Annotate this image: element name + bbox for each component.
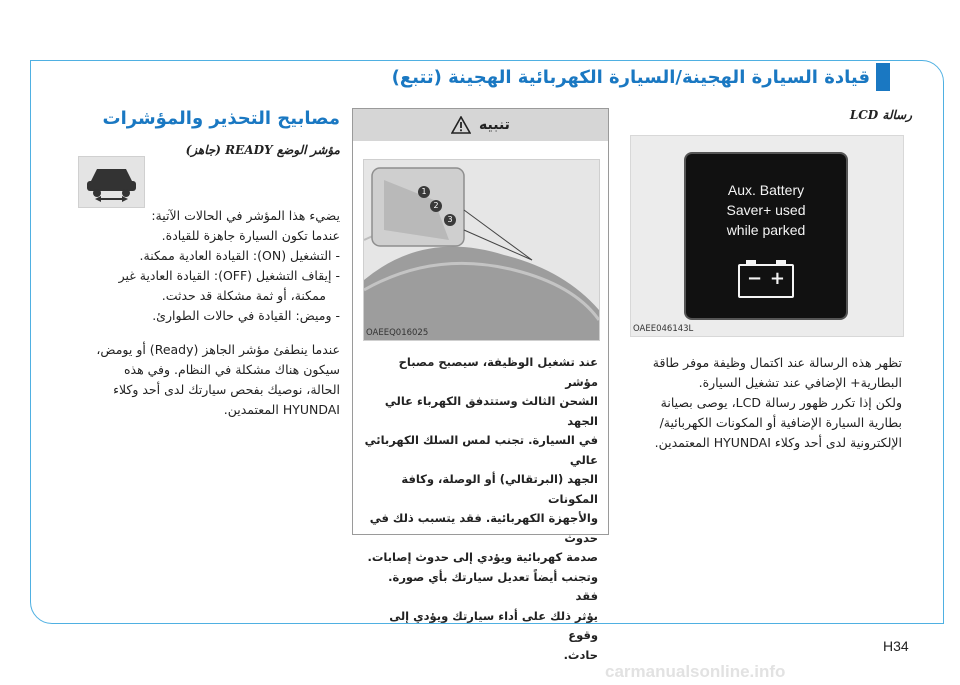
warnings-intro-line: يضيء هذا المؤشر في الحالات الآتية: xyxy=(151,208,340,223)
battery-icon xyxy=(738,264,794,298)
car-ready-icon xyxy=(79,157,144,207)
caution-box xyxy=(352,108,609,662)
warnings-paragraph-line: الحالة، نوصيك بفحص سيارتك لدى أحد وكلاء xyxy=(113,382,340,397)
lcd-subtitle: رسالة LCD xyxy=(849,108,912,122)
lcd-paragraph-line: الإلكترونية لدى أحد وكلاء HYUNDAI المعتمدين. xyxy=(654,435,902,450)
lcd-screen-line: Saver+ used xyxy=(726,202,806,218)
warnings-section xyxy=(70,108,340,157)
lcd-image xyxy=(630,135,904,337)
lcd-paragraph xyxy=(630,353,902,453)
caution-text xyxy=(363,353,598,665)
lcd-image-code: OAEE046143L xyxy=(633,324,694,334)
caution-title: تنبيه xyxy=(479,117,510,133)
caution-line: الجهد (البرتقالي) أو الوصلة، وكافة المكونات xyxy=(401,472,598,506)
warnings-bullet: - وميض: القيادة في حالات الطوارئ. xyxy=(152,308,340,323)
lcd-section xyxy=(622,108,912,136)
ready-indicator-title: مؤشر الوضع READY (جاهز) xyxy=(185,143,340,157)
warnings-intro-line: عندما تكون السيارة جاهزة للقيادة. xyxy=(161,228,340,243)
ready-indicator-icon-box xyxy=(78,156,145,208)
caution-line: وتجنب أيضاً تعديل سيارتك بأي صورة. فقد xyxy=(388,569,598,603)
callout-1: 1 xyxy=(418,186,430,198)
lcd-screen-line: while parked xyxy=(726,222,806,238)
warnings-paragraph-line: عندما ينطفئ مؤشر الجاهز (Ready) أو يومض، xyxy=(96,342,340,357)
lcd-paragraph-line: تظهر هذه الرسالة عند اكتمال وظيفة موفر طاقة xyxy=(652,355,902,370)
lcd-screen-line: Aux. Battery xyxy=(727,182,805,198)
caution-image-code: OAEEQ016025 xyxy=(366,328,429,338)
callout-2: 2 xyxy=(430,200,442,212)
warnings-bullet: - إيقاف التشغيل (OFF): القيادة العادية غير xyxy=(118,268,340,283)
lcd-screen xyxy=(686,154,846,318)
warnings-bullet: ممكنة، أو ثمة مشكلة قد حدثت. xyxy=(161,288,326,303)
watermark: carmanualsonline.info xyxy=(605,662,786,681)
caution-image xyxy=(363,159,600,341)
warnings-paragraph-line: HYUNDAI المعتمدين. xyxy=(223,402,340,417)
car-hood-drawing xyxy=(364,160,599,340)
warnings-paragraph-line: سيكون هناك مشكلة في النظام. وفي هذه xyxy=(123,362,340,377)
caution-header xyxy=(353,109,608,141)
callout-3: 3 xyxy=(444,214,456,226)
lcd-paragraph-line: ولكن إذا تكرر ظهور رسالة LCD، يوصى بصيانة xyxy=(660,395,902,410)
warnings-title: مصابيح التحذير والمؤشرات xyxy=(102,108,340,129)
caution-line: حادث. xyxy=(563,647,598,662)
caution-line: الشحن الثالث وستتدفق الكهرباء عالي الجهد xyxy=(384,394,598,428)
battery-minus: − xyxy=(747,268,763,289)
warnings-body xyxy=(70,206,340,420)
caution-line: عند تشغيل الوظيفة، سيصبح مصباح مؤشر xyxy=(398,355,598,389)
caution-line: في السيارة. تجنب لمس السلك الكهربائي عالي xyxy=(364,433,598,467)
lcd-paragraph-line: البطارية+ الإضافي عند تشغيل السيارة. xyxy=(698,375,902,390)
header-accent-block xyxy=(876,63,890,91)
caution-line: والأجهزة الكهربائية. فقد يتسبب ذلك في حدوث xyxy=(369,511,598,545)
battery-plus: + xyxy=(769,268,785,289)
warning-triangle-icon xyxy=(451,116,471,134)
page-number: H34 xyxy=(883,638,909,654)
chapter-header xyxy=(391,62,890,92)
caution-line: يؤثر ذلك على أداء سيارتك ويؤدي إلى وقوع xyxy=(389,608,598,642)
caution-line: صدمة كهربائية ويؤدي إلى حدوث إصابات. xyxy=(367,550,598,564)
lcd-paragraph-line: بطارية السيارة الإضافية أو المكونات الكهربائية/ xyxy=(659,415,902,430)
warnings-bullet: - التشغيل (ON): القيادة العادية ممكنة. xyxy=(139,248,340,263)
chapter-title: قيادة السيارة الهجينة/السيارة الكهربائية الهجينة (تتبع) xyxy=(391,66,870,88)
